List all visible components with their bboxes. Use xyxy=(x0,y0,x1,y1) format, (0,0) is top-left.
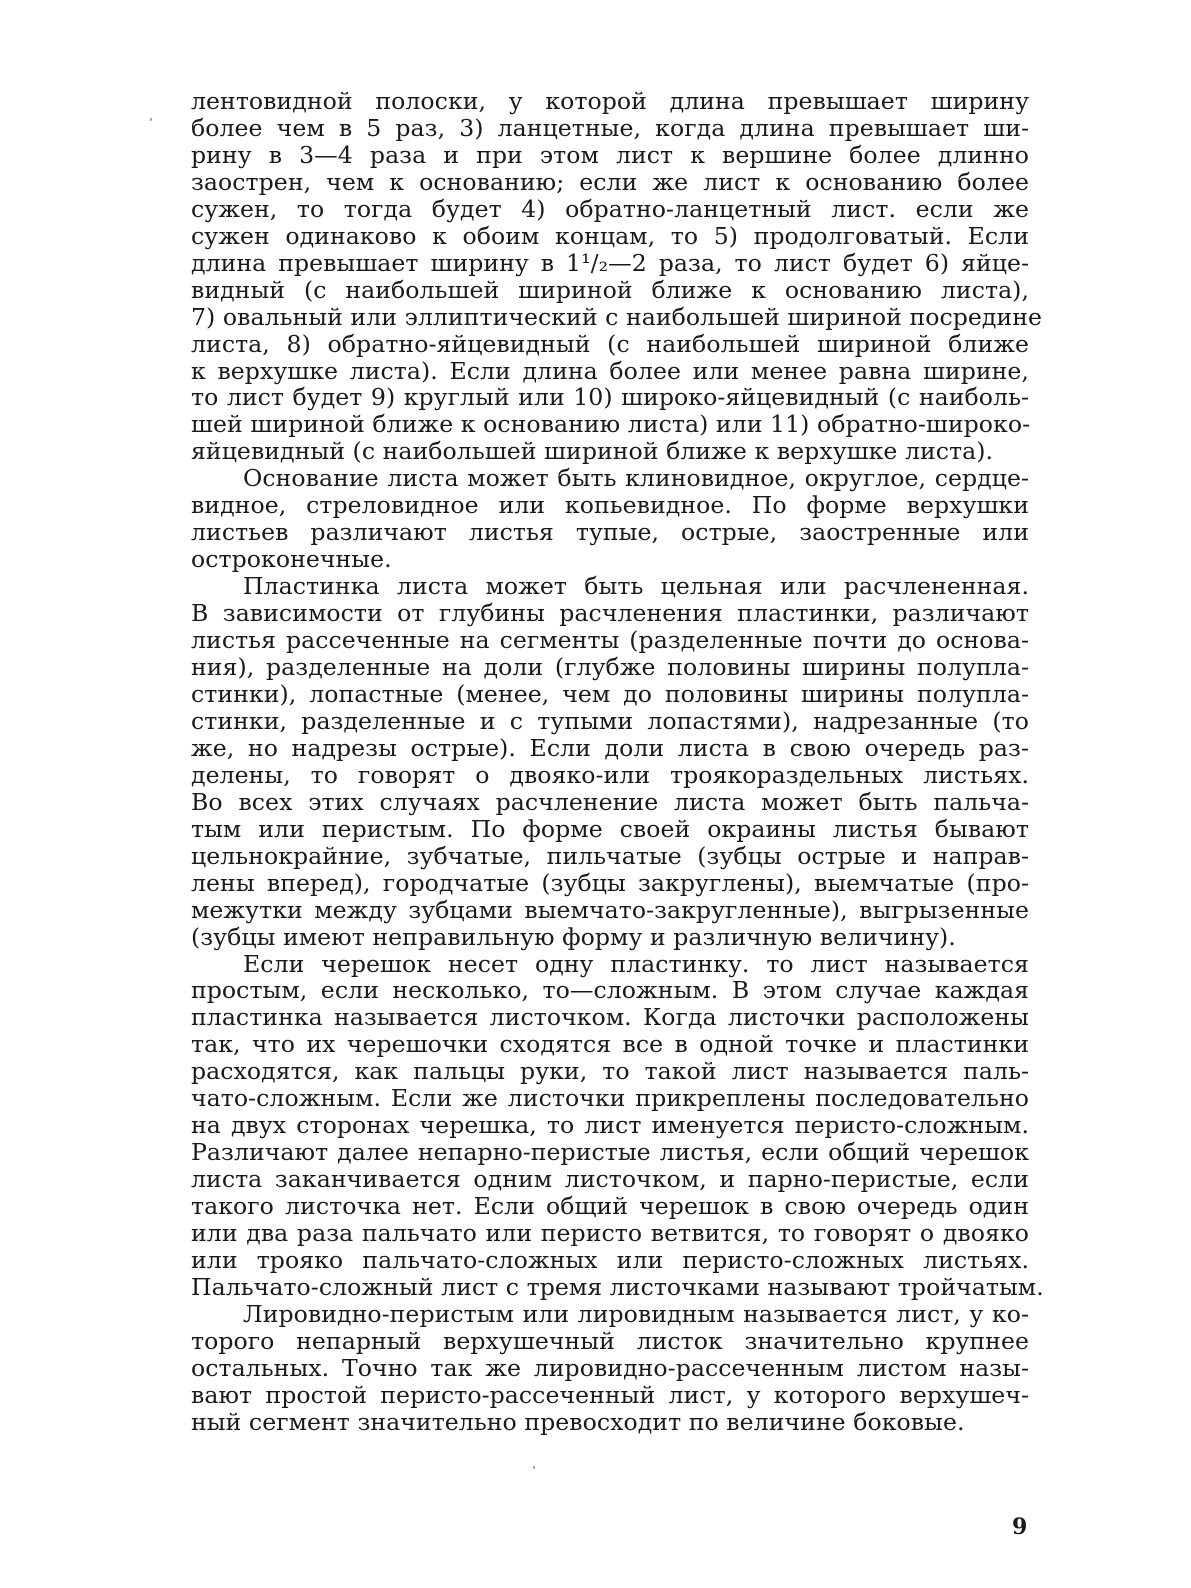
text-line: пластинка называется листочком. Когда листочки расположены xyxy=(191,1003,1029,1032)
text-line: шей шириной ближе к основанию листа) или 11) обратно-широко- xyxy=(191,410,1031,439)
text-line: Пластинка листа может быть цельная или расчлененная. xyxy=(243,572,1029,601)
text-line: листа заканчивается одним листочком, и парно-перистые, если xyxy=(191,1165,1029,1194)
text-line: цельнокрайние, зубчатые, пильчатые (зубцы острые и направ- xyxy=(191,841,1029,870)
paragraph xyxy=(191,1301,1029,1436)
text-line: остроконечные. xyxy=(191,545,392,574)
text-line: тым или перистым. По форме своей окраины листья бывают xyxy=(191,814,1029,843)
text-line: чато-сложным. Если же листочки прикреплены последовательно xyxy=(191,1084,1029,1113)
text-line: вают простой перисто-рассеченный лист, у которого верхушеч- xyxy=(191,1380,1029,1409)
body-text xyxy=(191,87,1044,1436)
text-line: ния), разделенные на доли (глубже половины ширины полупла- xyxy=(191,653,1029,682)
scan-speck xyxy=(150,118,152,121)
text-line: сужен, то тогда будет 4) обратно-ланцетный лист. если же xyxy=(191,194,1029,223)
text-line: к верхушке листа). Если длина более или менее равна ширине, xyxy=(191,356,1029,385)
paragraph xyxy=(191,573,1029,950)
text-line: Пальчато-сложный лист с тремя листочками называют тройчатым. xyxy=(191,1272,1044,1301)
text-line: рину в 3—4 раза и при этом лист к вершине более длинно xyxy=(191,140,1029,169)
text-line: Во всех этих случаях расчленение листа может быть пальча- xyxy=(191,787,1029,816)
text-line: В зависимости от глубины расчленения пластинки, различают xyxy=(191,599,1029,628)
text-line: стинки, разделенные и с тупыми лопастями), надрезанные (то xyxy=(191,706,1029,735)
paragraph xyxy=(191,949,1044,1301)
text-line: Лировидно-перистым или лировидным называется лист, у ко- xyxy=(243,1299,1029,1328)
text-line: Различают далее непарно-перистые листья, если общий черешок xyxy=(191,1138,1029,1167)
text-line: такого листочка нет. Если общий черешок в свою очередь один xyxy=(191,1192,1029,1221)
text-line: так, что их черешочки сходятся все в одной точке и пластинки xyxy=(191,1030,1029,1059)
text-line: сужен одинаково к обоим концам, то 5) продолговатый. Если xyxy=(191,221,1029,250)
text-line: листьев различают листья тупые, острые, заостренные или xyxy=(191,518,1029,547)
text-line: более чем в 5 раз, 3) ланцетные, когда длина превышает ши- xyxy=(191,113,1029,142)
text-line: расходятся, как пальцы руки, то такой лист называется паль- xyxy=(191,1057,1029,1086)
text-line: лены вперед), городчатые (зубцы закруглены), выемчатые (про- xyxy=(191,868,1029,897)
text-line: заострен, чем к основанию; если же лист к основанию более xyxy=(191,167,1029,196)
text-line: торого непарный верхушечный листок значительно крупнее xyxy=(191,1326,1029,1355)
scan-speck xyxy=(533,1466,535,1469)
text-line: стинки), лопастные (менее, чем до половины ширины полупла- xyxy=(191,679,1029,708)
text-line: Основание листа может быть клиновидное, округлое, сердце- xyxy=(243,464,1029,493)
text-line: листа, 8) обратно-яйцевидный (с наибольшей шириной ближе xyxy=(191,329,1029,358)
text-line: или два раза пальчато или перисто ветвится, то говорят о двояко xyxy=(191,1219,1029,1248)
text-line: на двух сторонах черешка, то лист именуется перисто-сложным. xyxy=(191,1111,1029,1140)
text-line: межутки между зубцами выемчато-закругленные), выгрызенные xyxy=(191,895,1029,924)
text-line: или трояко пальчато-сложных или перисто-сложных листьях. xyxy=(191,1245,1029,1274)
text-line: видный (с наибольшей шириной ближе к основанию листа), xyxy=(191,275,1029,304)
text-line: длина превышает ширину в 1¹/₂—2 раза, то лист будет 6) яйце- xyxy=(191,248,1029,277)
text-line: Если черешок несет одну пластинку. то лист называется xyxy=(243,949,1029,978)
text-line: 7) овальный или эллиптический с наибольшей шириной посредине xyxy=(191,302,1043,331)
text-line: (зубцы имеют неправильную форму и различную величину). xyxy=(191,922,956,951)
text-line: делены, то говорят о двояко-или троякораздельных листьях. xyxy=(191,760,1029,789)
text-line: листья рассеченные на сегменты (разделенные почти до основа- xyxy=(191,626,1029,655)
text-line: лентовидной полоски, у которой длина превышает ширину xyxy=(191,87,1029,115)
text-line: же, но надрезы острые). Если доли листа в свою очередь раз- xyxy=(191,733,1029,762)
text-line: ный сегмент значительно превосходит по величине боковые. xyxy=(191,1407,965,1436)
paragraph xyxy=(191,87,1043,466)
text-line: остальных. Точно так же лировидно-рассеченным листом назы- xyxy=(191,1353,1029,1382)
text-line: видное, стреловидное или копьевидное. По форме верхушки xyxy=(191,491,1029,520)
page-number: 9 xyxy=(1012,1514,1028,1540)
paragraph xyxy=(191,465,1029,573)
text-line: простым, если несколько, то—сложным. В этом случае каждая xyxy=(191,976,1029,1005)
text-line: то лист будет 9) круглый или 10) широко-яйцевидный (с наиболь- xyxy=(191,383,1029,412)
text-line: яйцевидный (с наибольшей шириной ближе к верхушке листа). xyxy=(191,437,994,466)
